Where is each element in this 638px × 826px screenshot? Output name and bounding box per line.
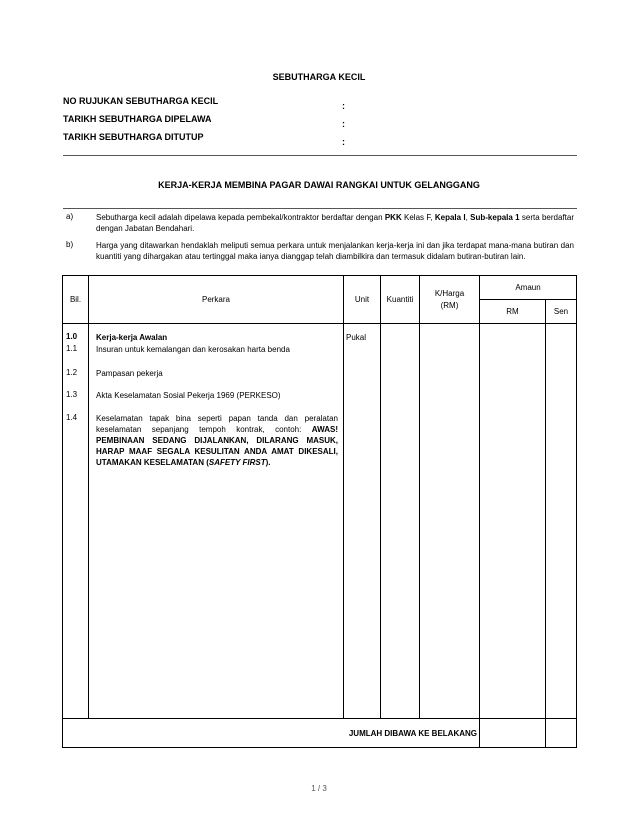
- note-a-label: a): [66, 212, 74, 221]
- item-text: Insuran untuk kemalangan dan kerosakan harta benda: [96, 345, 290, 354]
- item-text: Akta Keselamatan Sosial Pekerja 1969 (PERKESO): [96, 391, 281, 400]
- item-text: Keselamatan tapak bina seperti papan tanda dan peralatan keselamatan sepanjang tempoh kontrak, contoh: AWAS! PEMBINAAN SEDANG DIJALANKAN, DILARANG MASUK, HARAP MAAF SEGALA KESULITAN ANDA AMAT DIKESALI, UTAMAKAN KESELAMATAN (SAFETY FIRST).: [96, 414, 338, 467]
- item-number: 1.4: [66, 413, 78, 422]
- field-tarikh-dipelawa-label: TARIKH SEBUTHARGA DIPELAWA: [63, 114, 212, 124]
- page-number: 1 / 3: [311, 784, 327, 793]
- body-unit-cell: [344, 324, 381, 719]
- section-number: 1.0: [66, 332, 78, 341]
- item-number: 1.3: [66, 390, 78, 399]
- col-header-kuantiti: Kuantiti: [381, 276, 420, 324]
- section-title: Kerja-kerja Awalan: [96, 333, 168, 342]
- section-unit: Pukal: [346, 333, 367, 342]
- col-header-perkara: Perkara: [89, 276, 344, 324]
- col-header-kharga: K/Harga (RM): [420, 276, 480, 324]
- col-header-bil: Bil.: [63, 276, 89, 324]
- field-no-rujukan-label: NO RUJUKAN SEBUTHARGA KECIL: [63, 96, 219, 106]
- col-header-unit: Unit: [344, 276, 381, 324]
- footer-rm-cell: [480, 719, 546, 748]
- body-rm-cell: [480, 324, 546, 719]
- field-tarikh-ditutup-colon: :: [342, 137, 345, 147]
- field-tarikh-dipelawa-colon: :: [342, 119, 345, 129]
- item-number: 1.1: [66, 344, 78, 353]
- header-divider: [63, 155, 577, 156]
- col-header-amaun: Amaun: [480, 276, 577, 300]
- item-text: Pampasan pekerja: [96, 369, 163, 378]
- body-kuantiti-cell: [381, 324, 420, 719]
- footer-sen-cell: [546, 719, 577, 748]
- note-b-label: b): [66, 240, 74, 249]
- item-number: 1.2: [66, 368, 78, 377]
- col-header-sen: Sen: [546, 300, 577, 324]
- work-subtitle: KERJA-KERJA MEMBINA PAGAR DAWAI RANGKAI UNTUK GELANGGANG: [158, 180, 480, 190]
- field-tarikh-ditutup-label: TARIKH SEBUTHARGA DITUTUP: [63, 132, 204, 142]
- footer-total-label: JUMLAH DIBAWA KE BELAKANG: [63, 719, 480, 748]
- col-header-rm: RM: [480, 300, 546, 324]
- page-title: SEBUTHARGA KECIL: [272, 72, 366, 82]
- body-perkara-cell: [89, 324, 344, 719]
- subtitle-divider: [63, 208, 577, 209]
- field-no-rujukan-colon: :: [342, 101, 345, 111]
- note-b-text: Harga yang ditawarkan hendaklah meliputi semua perkara untuk menjalankan kerja-kerja ini dan jika terdapat mana-mana butiran dan kuantiti yang dihargakan atau tertinggal maka ianya dianggap telah diambilkira dan termasuk didalam butiran-butiran lain.: [96, 241, 574, 261]
- note-a-text: Sebutharga kecil adalah dipelawa kepada pembekal/kontraktor berdaftar dengan PKK Kelas F, Kepala I, Sub-kepala 1 serta berdaftar dengan Jabatan Bendahari.: [96, 213, 574, 233]
- body-kharga-cell: [420, 324, 480, 719]
- body-sen-cell: [546, 324, 577, 719]
- body-bil-cell: [63, 324, 89, 719]
